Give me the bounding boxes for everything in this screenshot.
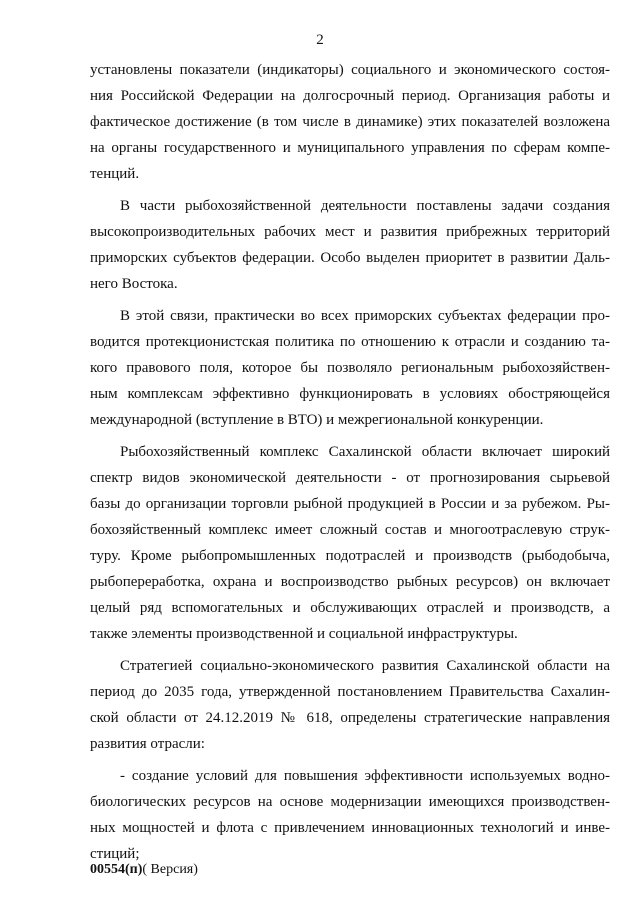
text-line: ской области от 24.12.2019 № 618, определены стратегические направления — [90, 710, 610, 726]
document-code: 00554(п) — [90, 862, 143, 877]
text-line: установлены показатели (индикаторы) социального и экономического состоя- — [90, 62, 610, 78]
text-line: целый ряд вспомогательных и обслуживающих отраслей и производств, а — [90, 600, 610, 616]
text-line: кого правового поля, которое бы позволяло региональным рыбохозяйствен- — [90, 360, 610, 376]
text-line: международной (вступление в ВТО) и межрегиональной конкуренции. — [90, 412, 544, 428]
text-line: тенций. — [90, 166, 140, 182]
paragraph — [90, 303, 610, 433]
text-line: ния Российской Федерации на долгосрочный период. Организация работы и — [90, 88, 610, 104]
text-line: Рыбохозяйственный комплекс Сахалинской области включает широкий — [120, 444, 610, 460]
text-line: ных мощностей и флота с привлечением инновационных технологий и инве- — [90, 820, 610, 836]
text-line: - создание условий для повышения эффективности используемых водно- — [120, 768, 610, 784]
text-line: также элементы производственной и социальной инфраструктуры. — [90, 626, 518, 642]
text-line: биологических ресурсов на основе модернизации имеющихся производствен- — [90, 794, 610, 810]
text-line: фактическое достижение (в том числе в динамике) этих показателей возложена — [90, 114, 610, 130]
text-line: В части рыбохозяйственной деятельности поставлены задачи создания — [120, 198, 610, 214]
text-line: него Востока. — [90, 276, 178, 292]
text-line: ным комплексам эффективно функционировать в условиях обостряющейся — [90, 386, 610, 402]
text-line: базы до организации торговли рыбной продукцией в России и за рубежом. Ры- — [90, 496, 610, 512]
text-line: стиций; — [90, 846, 140, 862]
paragraph — [90, 439, 610, 647]
document-footer — [90, 861, 198, 879]
text-line: спектр видов экономической деятельности - от прогнозирования сырьевой — [90, 470, 610, 486]
text-line: приморских субъектов федерации. Особо выделен приоритет в развитии Даль- — [90, 250, 610, 266]
document-version: ( Версия) — [142, 862, 198, 877]
text-line: развития отрасли: — [90, 736, 205, 752]
text-line: Стратегией социально-экономического развития Сахалинской области на — [120, 658, 610, 674]
paragraph — [90, 57, 610, 187]
text-line: период до 2035 года, утвержденной постановлением Правительства Сахалин- — [90, 684, 610, 700]
text-line: В этой связи, практически во всех приморских субъектах федерации про- — [120, 308, 610, 324]
text-line: туру. Кроме рыбопромышленных подотраслей и производств (рыбодобыча, — [90, 548, 610, 564]
paragraph — [90, 763, 610, 867]
paragraph — [90, 653, 610, 757]
text-line: рыбопереработка, охрана и воспроизводство рыбных ресурсов) он включает — [90, 574, 610, 590]
text-line: высокопроизводительных рабочих мест и развития прибрежных территорий — [90, 224, 610, 240]
paragraph — [90, 193, 610, 297]
text-line: на органы государственного и муниципального управления по сферам компе- — [90, 140, 610, 156]
document-body — [90, 57, 610, 867]
text-line: бохозяйственный комплекс имеет сложный состав и многоотраслевую струк- — [90, 522, 610, 538]
text-line: водится протекционистская политика по отношению к отрасли и созданию та- — [90, 334, 610, 350]
page-number: 2 — [316, 32, 324, 48]
